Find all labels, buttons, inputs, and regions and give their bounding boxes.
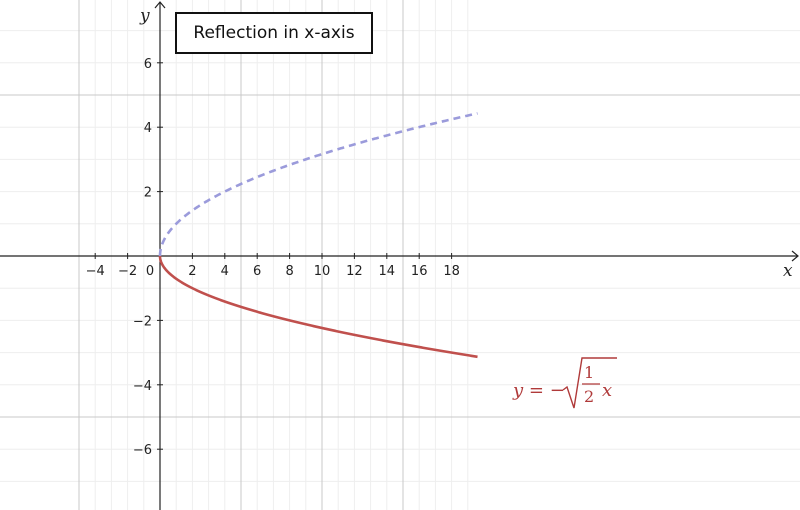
original-curve (160, 113, 478, 256)
x-tick-label: 14 (378, 264, 396, 279)
x-tick-label: 16 (410, 264, 428, 279)
x-tick-label: 0 (145, 264, 155, 279)
x-tick-label: 10 (313, 264, 331, 279)
x-tick-label: −4 (85, 264, 105, 279)
x-axis-label: x (783, 261, 793, 281)
equation-lhs: y = − (513, 380, 565, 401)
axes (0, 2, 798, 510)
fraction-denominator: 2 (584, 387, 595, 406)
y-tick-label: −2 (132, 314, 152, 330)
y-axis-label: y (140, 6, 150, 26)
x-tick-label: 2 (188, 264, 197, 279)
chart-title: Reflection in x-axis (175, 12, 373, 54)
y-tick-label: 6 (143, 56, 152, 72)
x-tick-label: 12 (346, 264, 363, 279)
x-tick-label: 6 (253, 264, 262, 279)
y-tick-label: −4 (132, 378, 152, 394)
x-tick-label: 8 (285, 264, 294, 279)
x-tick-label: 4 (220, 264, 229, 279)
x-tick-label: 18 (443, 264, 460, 279)
y-tick-label: 2 (143, 185, 152, 201)
y-tick-label: 4 (143, 121, 152, 137)
equation-variable: x (602, 380, 613, 401)
tick-labels (86, 57, 460, 458)
x-tick-label: −2 (118, 264, 138, 279)
equation-label (512, 358, 617, 408)
y-tick-label: −6 (132, 443, 152, 459)
fraction-numerator: 1 (584, 363, 595, 382)
